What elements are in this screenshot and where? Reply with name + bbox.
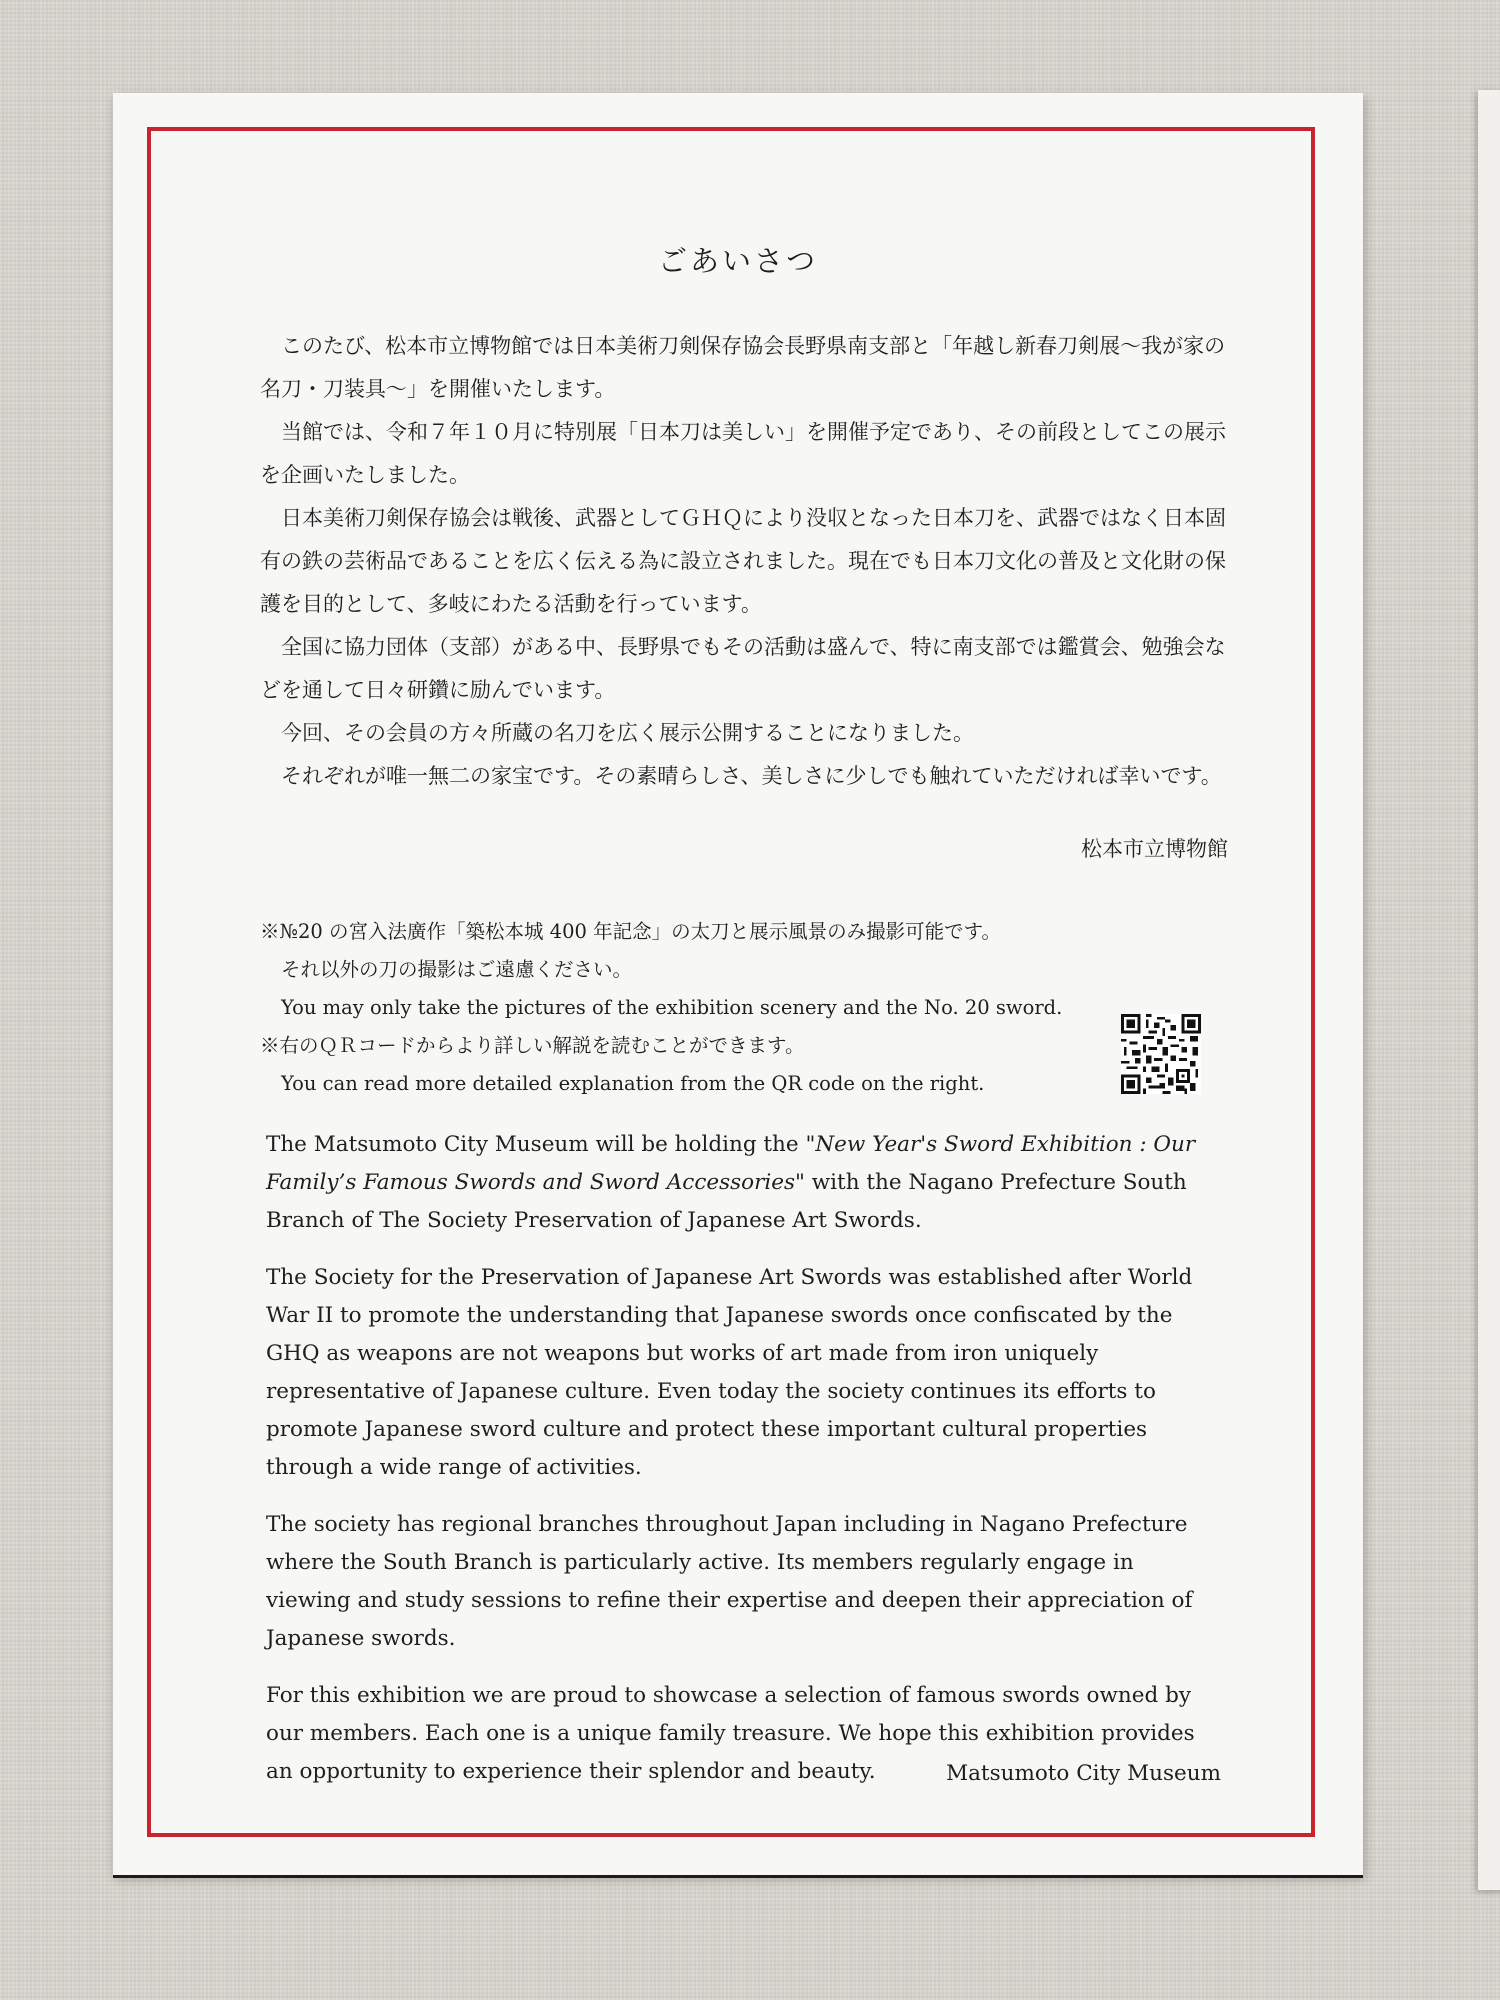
qr-note-en: You can read more detailed explanation from the QR code on the right. xyxy=(281,1072,985,1095)
exhibition-title: New Year's Sword Exhibition : Our Family’s Famous Swords and Sword Accessories xyxy=(266,1132,1196,1195)
photo-note-jp-2: それ以外の刀の撮影はご遠慮ください。 xyxy=(281,958,633,981)
jp-paragraph: 日本美術刀剣保存協会は戦後、武器としてＧＨＱにより没収となった日本刀を、武器ではなく日本固有の鉄の芸術品であることを広く伝える為に設立されました。現在でも日本刀文化の普及と文化財の保護を目的として、多岐にわたる活動を行っています。 xyxy=(260,506,1226,616)
panel-title: ごあいさつ xyxy=(657,244,818,278)
en-paragraph: The society has regional branches throughout Japan including in Nagano Prefecture where the South Branch is particularly active. Its members regularly engage in viewing and study sessions to refine their expertise and deepen their appreciation of Japanese swords. xyxy=(266,1512,1193,1651)
jp-paragraph: それぞれが唯一無二の家宝です。その素晴らしさ、美しさに少しでも触れていただければ幸いです。 xyxy=(281,764,1222,788)
en-paragraph: For this exhibition we are proud to showcase a selection of famous swords owned by our members. Each one is a unique family treasure. We hope this exhibition provides an opportunity to experience their splendor and beauty. xyxy=(266,1683,1195,1784)
jp-paragraph: 今回、その会員の方々所蔵の名刀を広く展示公開することになりました。 xyxy=(281,721,974,745)
photo-note-en: You may only take the pictures of the exhibition scenery and the No. 20 sword. xyxy=(281,996,1063,1019)
photography-notes xyxy=(260,913,1110,1103)
en-intro-before: The Matsumoto City Museum will be holding the " xyxy=(266,1132,816,1157)
qr-code-icon[interactable] xyxy=(1121,1014,1201,1094)
qr-note-jp: ※右のＱＲコードからより詳しい解説を読むことができます。 xyxy=(260,1034,805,1057)
jp-signature: 松本市立博物館 xyxy=(1081,837,1228,861)
jp-paragraph: このたび、松本市立博物館では日本美術刀剣保存協会長野県南支部と「年越し新春刀剣展〜我が家の名刀・刀装具〜」を開催いたします。 xyxy=(260,334,1226,401)
adjacent-panel-edge xyxy=(1478,90,1500,1890)
en-signature: Matsumoto City Museum xyxy=(946,1761,1221,1786)
photo-note-jp: ※№20 の宮入法廣作「築松本城 400 年記念」の太刀と展示風景のみ撮影可能です。 xyxy=(260,920,1002,943)
en-paragraph-intro xyxy=(266,1126,1221,1240)
jp-paragraph: 全国に協力団体（支部）がある中、長野県でもその活動は盛んで、特に南支部では鑑賞会、勉強会などを通して日々研鑽に励んでいます。 xyxy=(260,635,1226,702)
greeting-panel xyxy=(113,93,1363,1875)
en-paragraph: The Society for the Preservation of Japanese Art Swords was established after World War II to promote the understanding that Japanese swords once confiscated by the GHQ as weapons are not weapons but works of art made from iron uniquely representative of Japanese culture. Even today the society continues its efforts to promote Japanese sword culture and protect these important cultural properties through a wide range of activities. xyxy=(266,1265,1193,1480)
en-intro-after: " with the Nagano Prefecture South Branch of The Society Preservation of Japanese Art Swords. xyxy=(266,1170,1187,1233)
jp-paragraph: 当館では、令和７年１０月に特別展「日本刀は美しい」を開催予定であり、その前段としてこの展示を企画いたしました。 xyxy=(260,420,1226,487)
english-greeting xyxy=(266,1126,1221,1810)
japanese-greeting xyxy=(260,325,1228,798)
